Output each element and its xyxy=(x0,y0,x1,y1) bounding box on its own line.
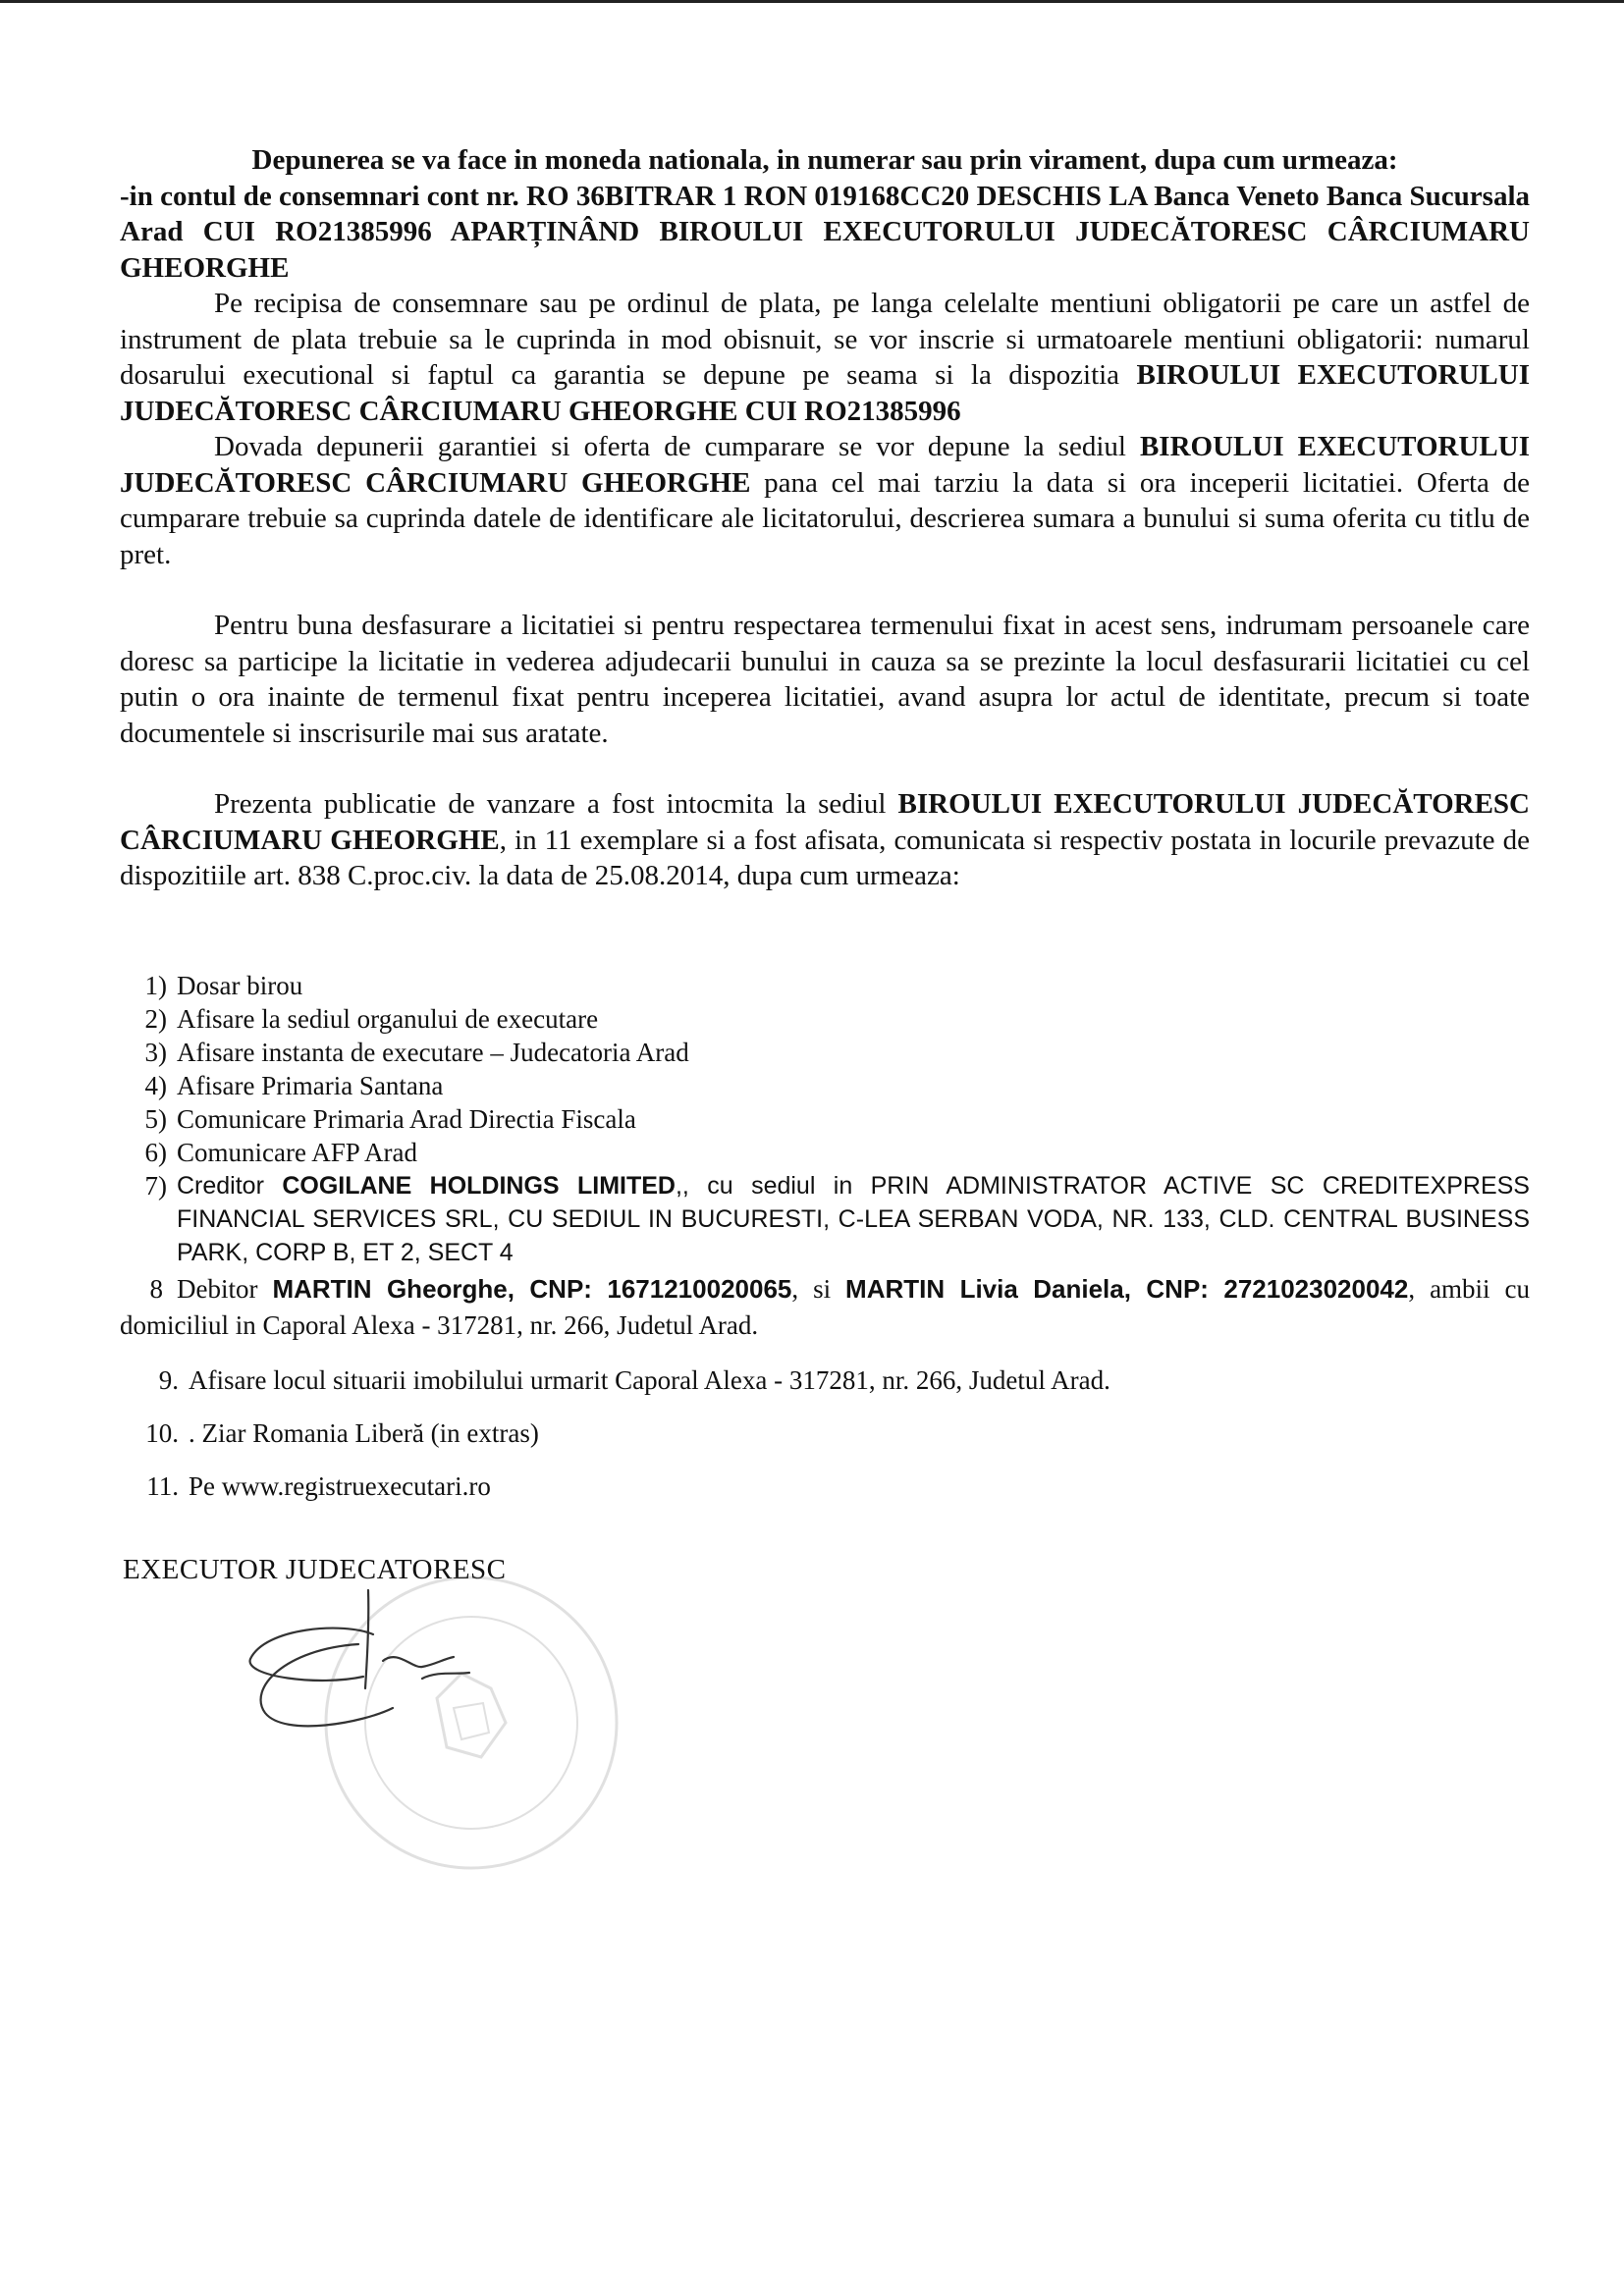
bureau-name: BIROULUI EXECUTORULUI JUDECĂTORESC CÂRCIUMARU GHEORGHE xyxy=(120,431,1530,499)
debtor-label: Debitor xyxy=(177,1273,273,1304)
account-details: -in contul de consemnari cont nr. RO 36BITRAR 1 RON 019168CC20 DESCHIS LA Banca Veneto Banca Sucursala Arad CUI RO21385996 APARȚINÂND BIROULUI EXECUTORULUI JUDECĂTORESC CÂRCIUMARU GHEORGHE xyxy=(120,180,1530,284)
distribution-list xyxy=(120,969,1530,1269)
list-number: 4) xyxy=(144,1070,167,1100)
list-text: Comunicare Primaria Arad Directia Fiscala xyxy=(177,1103,636,1134)
list-item-creditor xyxy=(120,1169,1530,1269)
debtor-separator: , si xyxy=(791,1273,846,1304)
creditor-address: ,, cu sediul in PRIN ADMINISTRATOR ACTIVE SC CREDITEXPRESS FINANCIAL SERVICES SRL, CU SEDIUL IN BUCURESTI, C-LEA SERBAN VODA, NR. 133, CLD. CENTRAL BUSINESS PARK, CORP B, ET 2, SECT 4 xyxy=(177,1171,1530,1266)
paragraph-payment-mentions xyxy=(120,286,1530,429)
document-body xyxy=(120,142,1530,1503)
list-item xyxy=(120,1363,1530,1397)
list-number: 10. xyxy=(145,1417,179,1448)
list-number: 9. xyxy=(158,1364,179,1395)
paragraph-auction-guidance: Pentru buna desfasurare a licitatiei si pentru respectarea termenului fixat in acest sens, indrumam persoanele care doresc sa participe la licitatie in vederea adjudecarii bunului in cauza sa se prezinte la locul desfasurarii licitatiei cu cel putin o ora inainte de termenul fixat pentru inceperea licitatiei, avand asupra lor actul de identitate, precum si toate documentele si inscrisurile mai sus aratate. xyxy=(120,610,1530,749)
bureau-name: BIROULUI EXECUTORULUI JUDECĂTORESC CÂRCIUMARU GHEORGHE xyxy=(120,788,1530,856)
paragraph-text: Dovada depunerii garantiei si oferta de cumparare se vor depune la sediul xyxy=(214,431,1140,462)
list-item xyxy=(120,1102,1530,1136)
list-item xyxy=(120,1416,1530,1450)
list-item xyxy=(120,1069,1530,1102)
list-text: Afisare locul situarii imobilului urmarit Caporal Alexa - 317281, nr. 266, Judetul Arad. xyxy=(189,1364,1110,1395)
creditor-name: COGILANE HOLDINGS LIMITED xyxy=(282,1171,676,1200)
list-item-debtor xyxy=(120,1271,1530,1344)
list-text: Pe www.registruexecutari.ro xyxy=(189,1470,491,1501)
list-item xyxy=(120,1136,1530,1169)
list-number: 6) xyxy=(144,1137,167,1167)
list-number: 5) xyxy=(144,1103,167,1134)
list-text: Comunicare AFP Arad xyxy=(177,1137,417,1167)
list-text: . Ziar Romania Liberă (in extras) xyxy=(189,1417,539,1448)
spacer xyxy=(120,894,1530,969)
paragraph-text: Prezenta publicatie de vanzare a fost intocmita la sediul xyxy=(214,788,898,820)
creditor-label: Creditor xyxy=(177,1171,283,1200)
top-border-line xyxy=(0,0,1624,3)
list-text: Afisare instanta de executare – Judecatoria Arad xyxy=(177,1037,689,1067)
list-item xyxy=(120,1469,1530,1503)
list-item xyxy=(120,1002,1530,1036)
list-item xyxy=(120,969,1530,1002)
paragraph-text: Pe recipisa de consemnare sau pe ordinul de plata, pe langa celelalte mentiuni obligatorii pe care un astfel de instrument de plata trebuie sa le cuprinda in mod obisnuit, se vor inscrie si urmatoarele mentiuni obligatorii: numarul dosarului executional si faptul ca garantia se depune pe seama si la dispozitia xyxy=(120,288,1530,391)
list-text: Afisare Primaria Santana xyxy=(177,1070,444,1100)
section-heading: Depunerea se va face in moneda nationala, in numerar sau prin virament, dupa cum urmeaza: xyxy=(251,144,1398,176)
paragraph-guarantee-proof xyxy=(120,429,1530,572)
list-number: 11. xyxy=(146,1470,179,1501)
signature-stamp-icon xyxy=(226,1551,619,1904)
list-text: Dosar birou xyxy=(177,970,303,1000)
list-number: 1) xyxy=(144,970,167,1000)
spacer xyxy=(120,572,1530,608)
list-number: 8 xyxy=(149,1273,163,1304)
list-number: 2) xyxy=(144,1003,167,1034)
paragraph-text: pana cel mai tarziu la data si ora inceperii licitatiei. Oferta de cumparare trebuie sa cuprinda datele de identificare ale licitatorului, descrierea sumara a bunului si suma oferita cu titlu de pret. xyxy=(120,466,1530,570)
paragraph-publication xyxy=(120,786,1530,894)
list-item xyxy=(120,1036,1530,1069)
signature-label: EXECUTOR JUDECATORESC xyxy=(123,1554,507,1585)
spacer xyxy=(120,751,1530,786)
creditor-text xyxy=(177,1169,1530,1269)
paragraph-text: , in 11 exemplare si a fost afisata, comunicata si respectiv postata in locurile prevazute de dispozitiile art. 838 C.proc.civ. la data de 25.08.2014, dupa cum urmeaza: xyxy=(120,824,1530,891)
list-text: Afisare la sediul organului de executare xyxy=(177,1003,599,1034)
list-number: 7) xyxy=(144,1170,167,1201)
debtor-name-1: MARTIN Gheorghe, CNP: 1671210020065 xyxy=(272,1273,792,1304)
bureau-name-cui: BIROULUI EXECUTORULUI JUDECĂTORESC CÂRCIUMARU GHEORGHE CUI RO21385996 xyxy=(120,359,1530,427)
debtor-address: , ambii cu domiciliul in Caporal Alexa - 317281, nr. 266, Judetul Arad. xyxy=(120,1273,1530,1340)
debtor-name-2: MARTIN Livia Daniela, CNP: 2721023020042 xyxy=(845,1273,1409,1304)
list-number: 3) xyxy=(144,1037,167,1067)
